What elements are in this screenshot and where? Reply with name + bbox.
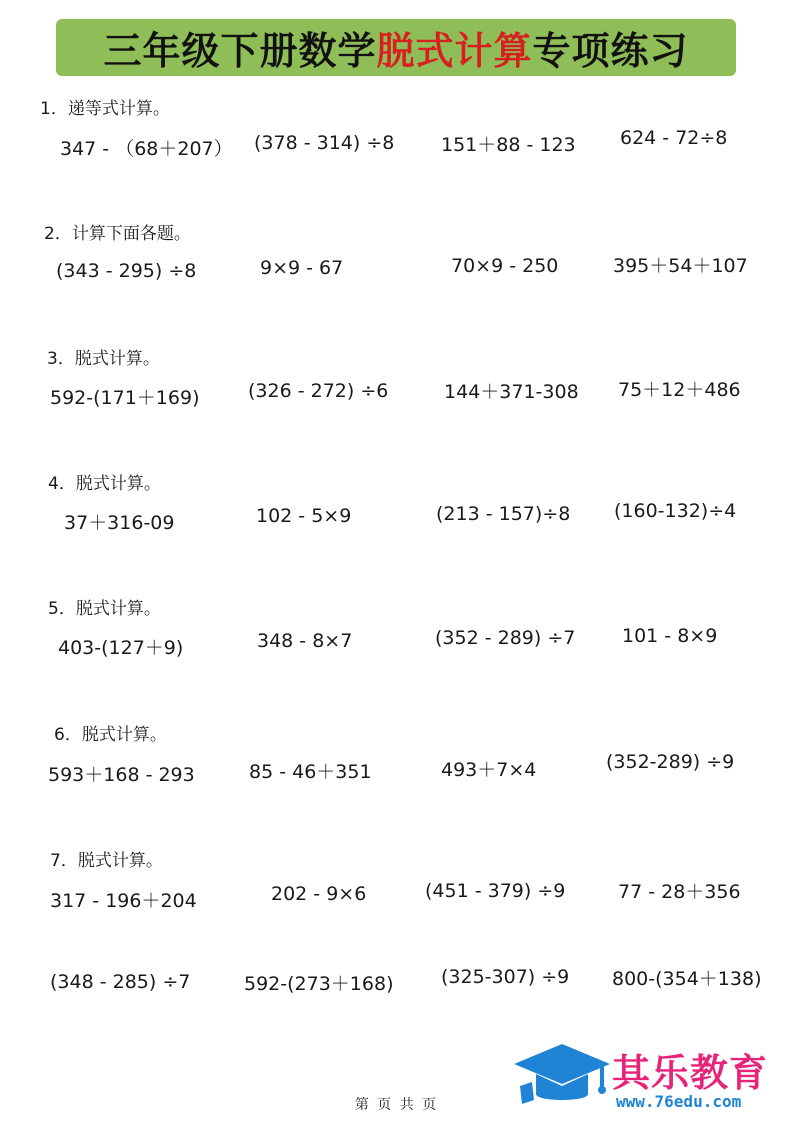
expression: 144＋371-308: [444, 381, 579, 403]
expression: 592-(171＋169): [50, 387, 200, 409]
expression: (451 - 379) ÷9: [425, 880, 566, 902]
expression: 347 - （68＋207）: [60, 138, 233, 160]
expression: 75＋12＋486: [618, 379, 741, 401]
expression: 9×9 - 67: [260, 257, 344, 279]
brand-url: www.76edu.com: [616, 1092, 742, 1111]
expression: 37＋316-09: [64, 512, 175, 534]
expression: (348 - 285) ÷7: [50, 971, 191, 993]
expression: 493＋7×4: [441, 759, 537, 781]
expression: (325-307) ÷9: [441, 966, 570, 988]
graduation-cap-icon: [512, 1040, 612, 1116]
section-heading-1: 1．递等式计算。: [40, 99, 170, 119]
expression: 101 - 8×9: [622, 625, 718, 647]
expression: (378 - 314) ÷8: [254, 132, 395, 154]
expression: 592-(273＋168): [244, 973, 394, 995]
brand-logo: [512, 1040, 788, 1116]
section-heading-3: 3．脱式计算。: [47, 349, 160, 369]
page-footer: 第 页 共 页: [354, 1097, 439, 1113]
expression: 151＋88 - 123: [441, 134, 576, 156]
expression: 348 - 8×7: [257, 630, 353, 652]
expression: (326 - 272) ÷6: [248, 380, 389, 402]
expression: 624 - 72÷8: [620, 127, 728, 149]
section-heading-5: 5．脱式计算。: [48, 599, 161, 619]
expression: (352-289) ÷9: [606, 751, 735, 773]
expression: 70×9 - 250: [451, 255, 559, 277]
section-heading-6: 6．脱式计算。: [54, 725, 167, 745]
page-title-part-1: 三年级下册数学: [103, 29, 377, 73]
page-title-banner: [56, 19, 736, 76]
expression: 800-(354＋138): [612, 968, 762, 990]
expression: 395＋54＋107: [613, 255, 748, 277]
section-heading-4: 4．脱式计算。: [48, 474, 161, 494]
expression: 102 - 5×9: [256, 505, 352, 527]
expression: (160-132)÷4: [614, 500, 737, 522]
expression: 317 - 196＋204: [50, 890, 197, 912]
section-heading-7: 7．脱式计算。: [50, 851, 163, 871]
expression: 593＋168 - 293: [48, 764, 195, 786]
expression: (352 - 289) ÷7: [435, 627, 576, 649]
expression: 403-(127＋9): [58, 637, 184, 659]
expression: 202 - 9×6: [271, 883, 367, 905]
brand-name: 其乐教育: [612, 1051, 769, 1095]
expression: 85 - 46＋351: [249, 761, 372, 783]
expression: (343 - 295) ÷8: [56, 260, 197, 282]
page-title-part-2: 专项练习: [532, 29, 689, 73]
expression: 77 - 28＋356: [618, 881, 741, 903]
expression: (213 - 157)÷8: [436, 503, 571, 525]
section-heading-2: 2．计算下面各题。: [44, 224, 191, 244]
page-title-accent: 脱式计算: [376, 29, 533, 73]
